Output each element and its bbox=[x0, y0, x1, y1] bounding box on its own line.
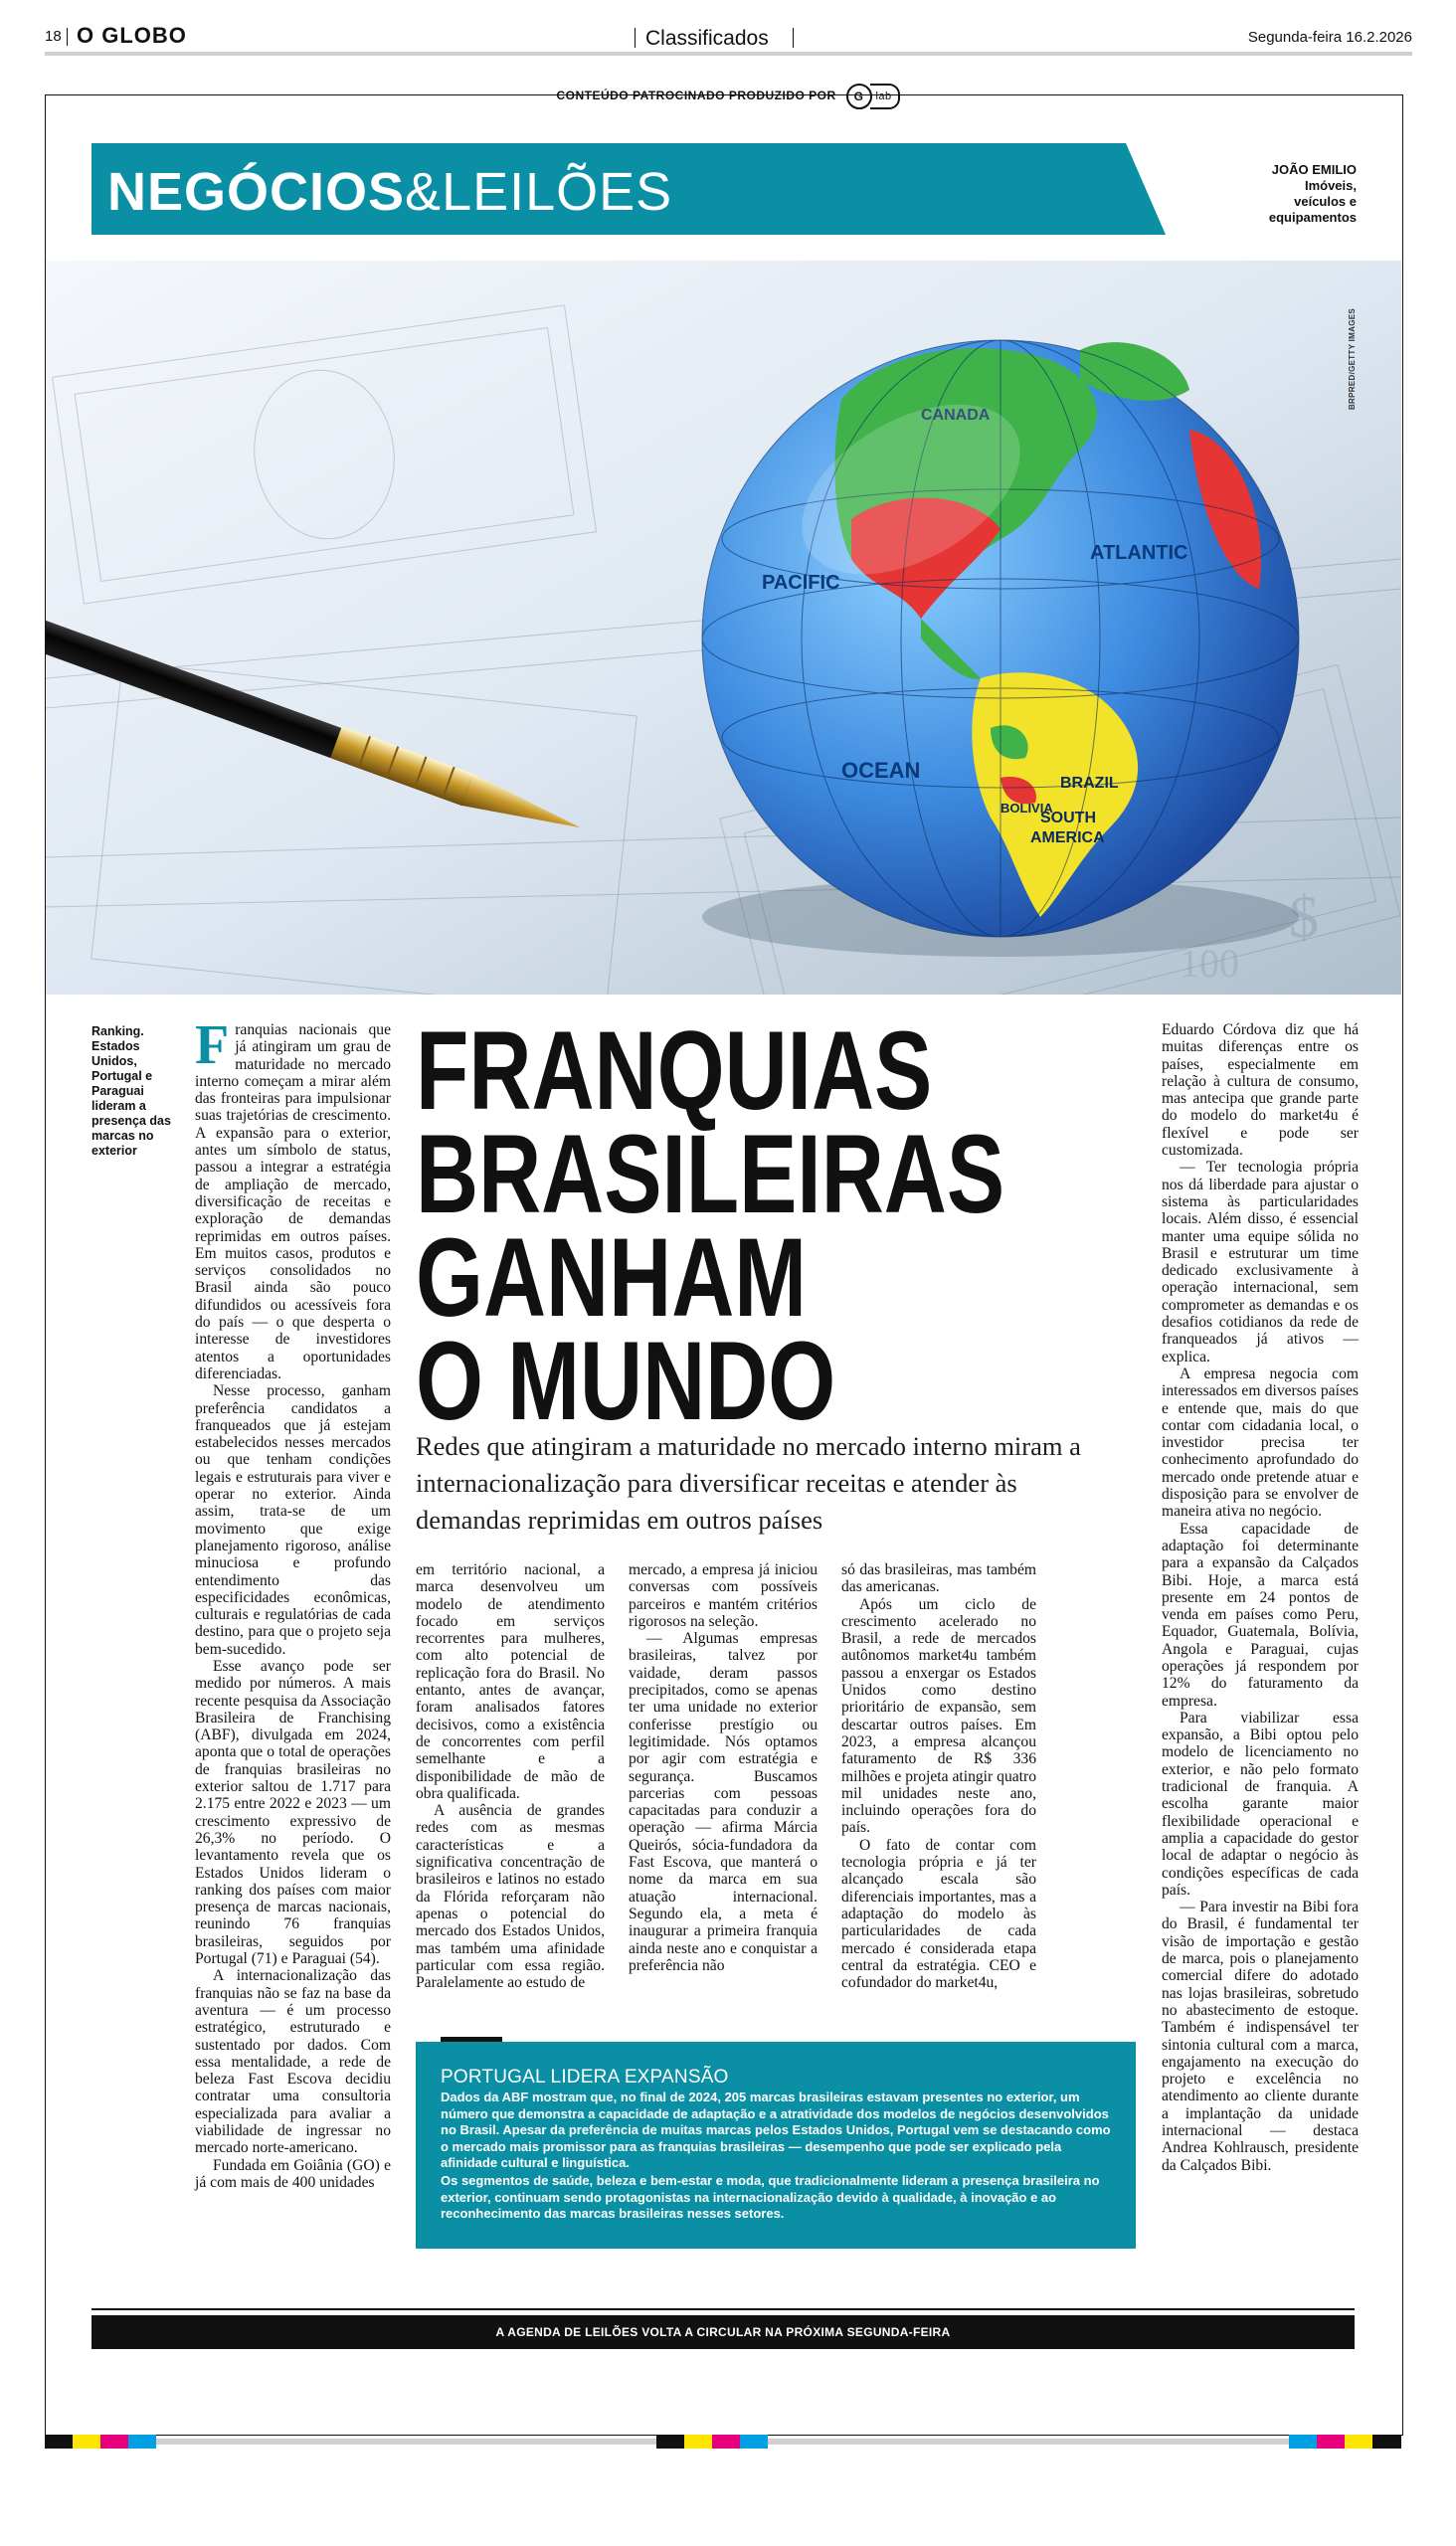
paragraph: Esse avanço pode ser medido por números. A mais recente pesquisa da Associação Brasileira de Franchising (ABF), divulgada em 2024, aponta que o total de operações de franquias brasileiras no exterior saltou de 1.717 para 2.175 entre 2022 e 2023 — um crescimento expressivo de 26,3% no período. O levantamento revela que os Estados Unidos lideram o ranking dos países com maior presença de marcas nacionais, reunindo 76 franquias brasileiras, seguidos por Portugal (71) e Paraguai (54). bbox=[195, 1657, 391, 1968]
deck: Redes que atingiram a maturidade no mercado interno miram a internacionalização para diversificar receitas e atender às demandas reprimidas em outros países bbox=[416, 1431, 1081, 1535]
photo-caption bbox=[91, 1024, 186, 1159]
byline-name: JOÃO EMILIO bbox=[1271, 162, 1357, 177]
glab-logo-lab: lab bbox=[870, 84, 900, 109]
article-column-4 bbox=[841, 1561, 1036, 1991]
color-swatch bbox=[1289, 2435, 1317, 2449]
masthead bbox=[45, 22, 1412, 56]
caption-text: Estados Unidos, Portugal e Paraguai lideram a presença das marcas no exterior bbox=[91, 1039, 171, 1158]
section-banner bbox=[91, 143, 1166, 235]
paragraph: mercado, a empresa já iniciou conversas com possíveis parceiros e mantém critérios rigorosos na seleção. bbox=[629, 1561, 818, 1630]
paragraph: Fundada em Goiânia (GO) e já com mais de 400 unidades bbox=[195, 2156, 391, 2191]
svg-text:ATLANTIC: ATLANTIC bbox=[1090, 542, 1188, 564]
paragraph-text: ranquias nacionais que já atingiram um grau de maturidade no mercado interno começam a mirar além das fronteiras para impulsionar suas trajetórias de crescimento. A expansão para o exterior, antes um símbolo de status, passou a integrar a estratégia de ampliação de mercado, diversificação de receitas e exploração de demandas reprimidas em outros países. Em muitos casos, produtos e serviços consolidados no Brasil ainda são pouco difundidos ou acessíveis fora do país — o que desperta o interesse de investidores atentos a oportunidades diferenciadas. bbox=[195, 1021, 391, 1382]
svg-text:SOUTH: SOUTH bbox=[1040, 810, 1096, 826]
paragraph: — Ter tecnologia própria nos dá liberdade para ajustar o sistema às particularidades locais. Além disso, é essencial manter uma equipe sólida no Brasil e estruturar um time dedicado exclusivamente à operação internacional, sem comprometer as demandas e os desafios cotidianos da rede de franqueados já ativos — explica. bbox=[1162, 1159, 1359, 1365]
color-swatch bbox=[1372, 2435, 1401, 2449]
caption-lead: Ranking. bbox=[91, 1024, 144, 1038]
byline-beat-2: veículos e bbox=[1294, 194, 1357, 209]
paragraph: A internacionalização das franquias não se faz na base da aventura — é um processo estratégico, estruturado e sustentado por dados. Com essa mentalidade, a rede de beleza Fast Escova decidiu contratar uma consultoria especializada para avaliar a viabilidade de ingressar no mercado norte-americano. bbox=[195, 1967, 391, 2157]
section-divider-right bbox=[793, 28, 794, 48]
color-swatch bbox=[100, 2435, 128, 2449]
section-divider-left bbox=[635, 28, 636, 48]
box-paragraph-1: Dados da ABF mostram que, no final de 2024, 205 marcas brasileiras estavam presentes no exterior, um número que demonstra a capacidade de adaptação e a atratividade dos modelos de negócios desenvolvidos no Brasil. Apesar da preferência de muitas marcas pelos Estados Unidos, Portugal vem se destacando como o mercado mais promissor para as franquias brasileiras — desempenho que pode ser explicado pela afinidade cultural e linguística. bbox=[441, 2090, 1111, 2170]
paragraph: A empresa negocia com interessados em diversos países e entende que, mais do que contar com cidadania local, o investidor precisa ter conhecimento aprofundado do mercado onde pretende atuar e disposição para se envolver de maneira ativa no negócio. bbox=[1162, 1364, 1359, 1521]
globe-pen-money-illustration bbox=[46, 261, 1401, 995]
color-swatch bbox=[656, 2435, 684, 2449]
hero-photo bbox=[46, 261, 1401, 995]
footer-bar: A AGENDA DE LEILÕES VOLTA A CIRCULAR NA PRÓXIMA SEGUNDA-FEIRA bbox=[91, 2315, 1355, 2349]
photo-credit: BRPRED/GETTY IMAGES bbox=[1348, 308, 1357, 411]
box-title: PORTUGAL LIDERA EXPANSÃO bbox=[441, 2067, 729, 2088]
paragraph: só das brasileiras, mas também das americanas. bbox=[841, 1561, 1036, 1596]
color-swatch bbox=[128, 2435, 156, 2449]
article-column-3 bbox=[629, 1561, 818, 1974]
section-name: Classificados bbox=[645, 27, 769, 50]
paragraph: Após um ciclo de crescimento acelerado no Brasil, a rede de mercados autônomos market4u também passou a enxergar os Estados Unidos como destino prioritário de expansão, sem descartar outros países. Em 2023, a empresa alcançou faturamento de R$ 336 milhões e projeta atingir quatro mil unidades neste ano, incluindo operações fora do país. bbox=[841, 1595, 1036, 1837]
svg-text:100: 100 bbox=[1180, 941, 1239, 986]
color-swatch bbox=[740, 2435, 768, 2449]
color-swatch bbox=[1345, 2435, 1372, 2449]
paragraph: O fato de contar com tecnologia própria e já ter alcançado escala são diferenciais importantes, mas a adaptação do modelo às particularidades de cada mercado é considerada etapa central da estratégia. CEO e cofundador do market4u, bbox=[841, 1836, 1036, 1992]
paragraph: em território nacional, a marca desenvolveu um modelo de atendimento focado em serviços recorrentes para mulheres, com alto potencial de replicação fora do Brasil. No entanto, antes de avançar, foram analisados fatores decisivos, como a existência de concorrentes com perfil semelhante e a disponibilidade de mão de obra qualificada. bbox=[416, 1561, 605, 1802]
footer-rule bbox=[91, 2308, 1355, 2310]
svg-text:AMERICA: AMERICA bbox=[1030, 829, 1105, 846]
paragraph: — Algumas empresas brasileiras, talvez por vaidade, deram passos precipitados, como se apenas ter uma unidade no exterior conferisse prestígio ou legitimidade. Nós optamos por agir com estratégia e segurança. Buscamos parcerias com pessoas capacitadas para conduzir a operação — afirma Márcia Queirós, sócia-fundadora da Fast Escova, que manterá o nome da marca em sua atuação internacional. Segundo ela, a meta é inaugurar a primeira franquia ainda neste ano e conquistar a preferência não bbox=[629, 1630, 818, 1974]
paragraph: A ausência de grandes redes com as mesmas características e a significativa concentração de brasileiros e latinos no estado da Flórida reforçaram não apenas o potencial do mercado dos Estados Unidos, mas também uma afinidade particular com essa região. Paralelamente ao estudo de bbox=[416, 1802, 605, 1992]
svg-text:BOLIVIA: BOLIVIA bbox=[1001, 801, 1053, 816]
banner-title-bold: NEGÓCIOS bbox=[107, 162, 406, 222]
banner-title-light: &LEILÕES bbox=[405, 162, 673, 222]
svg-text:BRAZIL: BRAZIL bbox=[1060, 775, 1119, 792]
glab-logo-g: G bbox=[846, 84, 872, 109]
box-paragraph-2: Os segmentos de saúde, beleza e bem-estar e moda, que tradicionalmente lideram a presença brasileira no exterior, continuam sendo protagonistas na internacionalização devido à qualidade, à inovação e ao reconhecimento das marcas brasileiras nesses setores. bbox=[441, 2173, 1100, 2221]
headline-line-4: O MUNDO bbox=[416, 1319, 836, 1443]
headline bbox=[416, 1008, 1005, 1443]
color-swatch bbox=[73, 2435, 100, 2449]
svg-text:CANADA: CANADA bbox=[921, 407, 991, 424]
byline bbox=[1269, 162, 1357, 226]
svg-text:PACIFIC: PACIFIC bbox=[762, 572, 840, 594]
paragraph bbox=[195, 1014, 391, 1382]
article-column-5 bbox=[1162, 1021, 1359, 2174]
svg-text:$: $ bbox=[1289, 884, 1319, 950]
color-swatch bbox=[712, 2435, 740, 2449]
paragraph: — Para investir na Bibi fora do Brasil, é fundamental ter visão de importação e gestão de marca, pois o planejamento comercial difere do adotado nas lojas brasileiras, sobretudo no abastecimento de estoque. Também é indispensável ter sintonia cultural com a marca, engajamento na execução do projeto e excelência no atendimento ao cliente durante a implantação da unidade internacional — destaca Andrea Kohlrausch, presidente da Calçados Bibi. bbox=[1162, 1899, 1359, 2174]
headline-line-1: FRANQUIAS bbox=[416, 1008, 933, 1133]
banner-title bbox=[107, 161, 672, 223]
paragraph: Eduardo Córdova diz que há muitas diferenças entre os países, especialmente em relação à cultura de consumo, mas antecipa que grande parte do modelo do market4u é flexível e pode ser customizada. bbox=[1162, 1021, 1359, 1160]
drop-cap: F bbox=[195, 1014, 230, 1076]
paragraph: Nesse processo, ganham preferência candidatos a franqueados que já estejam estabelecidos nesses mercados ou que tenham condições legais e estruturais para viver e operar no exterior. Ainda assim, trata-se de um movimento que exige planejamento rigoroso, análise minuciosa e profundo entendimento das especificidades econômicas, culturais e regulatórias de cada destino, para que o projeto seja bem-sucedido. bbox=[195, 1382, 391, 1658]
issue-date: Segunda-feira 16.2.2026 bbox=[1247, 29, 1412, 46]
byline-beat-1: Imóveis, bbox=[1304, 178, 1357, 193]
color-swatch bbox=[1317, 2435, 1345, 2449]
sponsor-line bbox=[0, 84, 1456, 109]
headline-line-3: GANHAM bbox=[416, 1215, 808, 1340]
box-accent-rule bbox=[441, 2037, 502, 2042]
svg-text:OCEAN: OCEAN bbox=[841, 758, 921, 783]
page-number: 18 bbox=[45, 28, 62, 45]
paragraph: Para viabilizar essa expansão, a Bibi optou pelo modelo de licenciamento no exterior, e não pelo formato tradicional de franquia. A escolha garante maior flexibilidade operacional e amplia a capacidade do gestor local de adaptar o negócio às condições específicas de cada país. bbox=[1162, 1709, 1359, 1899]
paragraph: Essa capacidade de adaptação foi determinante para a expansão da Calçados Bibi. Hoje, a marca está presente em 24 pontos de venda em países como Peru, Equador, Guatemala, Bolívia, Angola e Paraguai, cujas operações já respondem por 12% do faturamento da empresa. bbox=[1162, 1520, 1359, 1710]
article-column-2 bbox=[416, 1561, 605, 1991]
color-swatch bbox=[45, 2435, 73, 2449]
sidebar-box bbox=[416, 2042, 1136, 2249]
color-swatch bbox=[684, 2435, 712, 2449]
masthead-rule bbox=[45, 52, 1412, 56]
newspaper-logo: O GLOBO bbox=[77, 23, 187, 48]
sponsor-text: CONTEÚDO PATROCINADO PRODUZIDO POR bbox=[556, 89, 836, 103]
headline-line-2: BRASILEIRAS bbox=[416, 1112, 1005, 1236]
article-column-1 bbox=[195, 1014, 391, 2191]
masthead-divider bbox=[67, 28, 68, 46]
byline-beat-3: equipamentos bbox=[1268, 210, 1357, 225]
